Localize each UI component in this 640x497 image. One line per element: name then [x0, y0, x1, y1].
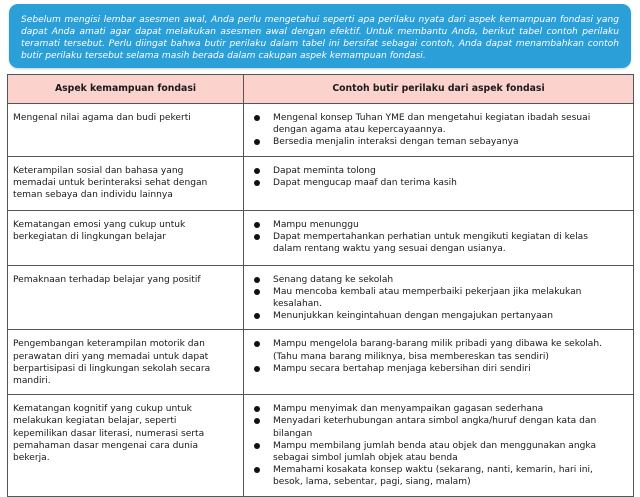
behavior-item: Mampu secara bertahap menjaga kebersihan diri sendiri: [253, 363, 619, 375]
behavior-item: Mampu menyimak dan menyampaikan gagasan sederhana: [253, 403, 619, 415]
table-row: [8, 210, 634, 265]
behavior-item: Senang datang ke sekolah: [253, 274, 619, 286]
aspect-cell: Mengenal nilai agama dan budi pekerti: [8, 104, 244, 157]
behavior-list: [253, 112, 619, 149]
intro-text: Sebelum mengisi lembar asesmen awal, Anda perlu mengetahui seperti apa perilaku nyata dari aspek kemampuan fondasi yang dapat Anda amati agar dapat melakukan asesmen awal dengan efektif. Untuk membantu Anda, berikut tabel contoh perilaku teramati tersebut. Perlu diingat bahwa butir perilaku dalam tabel ini bersifat sebagai contoh, Anda dapat menambahkan contoh butir perilaku tersebut selama masih berada dalam cakupan aspek kemampuan fondasi.: [21, 15, 619, 62]
behavior-item: Mampu menunggu: [253, 219, 619, 231]
behavior-list: [253, 403, 619, 488]
behavior-item: Mengenal konsep Tuhan YME dan mengetahui kegiatan ibadah sesuai dengan agama atau kepercayaannya.: [253, 112, 619, 136]
aspect-cell: Kematangan emosi yang cukup untuk berkegiatan di lingkungan belajar: [8, 210, 244, 265]
behavior-item: Mampu mengelola barang-barang milik pribadi yang dibawa ke sekolah. (Tahu mana barang miliknya, bisa membereskan tas sendiri): [253, 338, 619, 362]
aspect-cell: Pemaknaan terhadap belajar yang positif: [8, 265, 244, 330]
behavior-table: [7, 74, 634, 497]
items-cell: [244, 265, 634, 330]
table-header-row: [8, 75, 634, 104]
table-row: [8, 330, 634, 395]
header-aspect: Aspek kemampuan fondasi: [8, 75, 244, 104]
table-row: [8, 265, 634, 330]
behavior-item: Mampu membilang jumlah benda atau objek dan menggunakan angka sebagai simbol jumlah objek atau benda: [253, 440, 619, 464]
behavior-list: [253, 274, 619, 323]
table-row: [8, 395, 634, 496]
behavior-item: Bersedia menjalin interaksi dengan teman sebayanya: [253, 136, 619, 148]
header-examples: Contoh butir perilaku dari aspek fondasi: [244, 75, 634, 104]
behavior-list: [253, 338, 619, 375]
aspect-cell: Pengembangan keterampilan motorik dan perawatan diri yang memadai untuk dapat berpartisipasi di lingkungan sekolah secara mandiri.: [8, 330, 244, 395]
items-cell: [244, 104, 634, 157]
items-cell: [244, 330, 634, 395]
behavior-item: Menyadari keterhubungan antara simbol angka/huruf dengan kata dan bilangan: [253, 415, 619, 439]
behavior-list: [253, 219, 619, 256]
behavior-item: Memahami kosakata konsep waktu (sekarang, nanti, kemarin, hari ini, besok, lama, sebentar, pagi, siang, malam): [253, 464, 619, 488]
table-row: [8, 156, 634, 210]
behavior-item: Mau mencoba kembali atau memperbaiki pekerjaan jika melakukan kesalahan.: [253, 286, 619, 310]
behavior-item: Dapat meminta tolong: [253, 165, 619, 177]
items-cell: [244, 210, 634, 265]
table-row: [8, 104, 634, 157]
items-cell: [244, 395, 634, 496]
behavior-item: Dapat mengucap maaf dan terima kasih: [253, 177, 619, 189]
items-cell: [244, 156, 634, 210]
behavior-list: [253, 165, 619, 189]
aspect-cell: Keterampilan sosial dan bahasa yang memadai untuk berinteraksi sehat dengan teman sebaya dan individu lainnya: [8, 156, 244, 210]
aspect-cell: Kematangan kognitif yang cukup untuk melakukan kegiatan belajar, seperti kepemilikan dasar literasi, numerasi serta pemahaman dasar mengenai cara dunia bekerja.: [8, 395, 244, 496]
behavior-item: Menunjukkan keingintahuan dengan mengajukan pertanyaan: [253, 310, 619, 322]
behavior-item: Dapat mempertahankan perhatian untuk mengikuti kegiatan di kelas dalam rentang waktu yang sesuai dengan usianya.: [253, 231, 619, 255]
intro-note: [9, 4, 631, 68]
